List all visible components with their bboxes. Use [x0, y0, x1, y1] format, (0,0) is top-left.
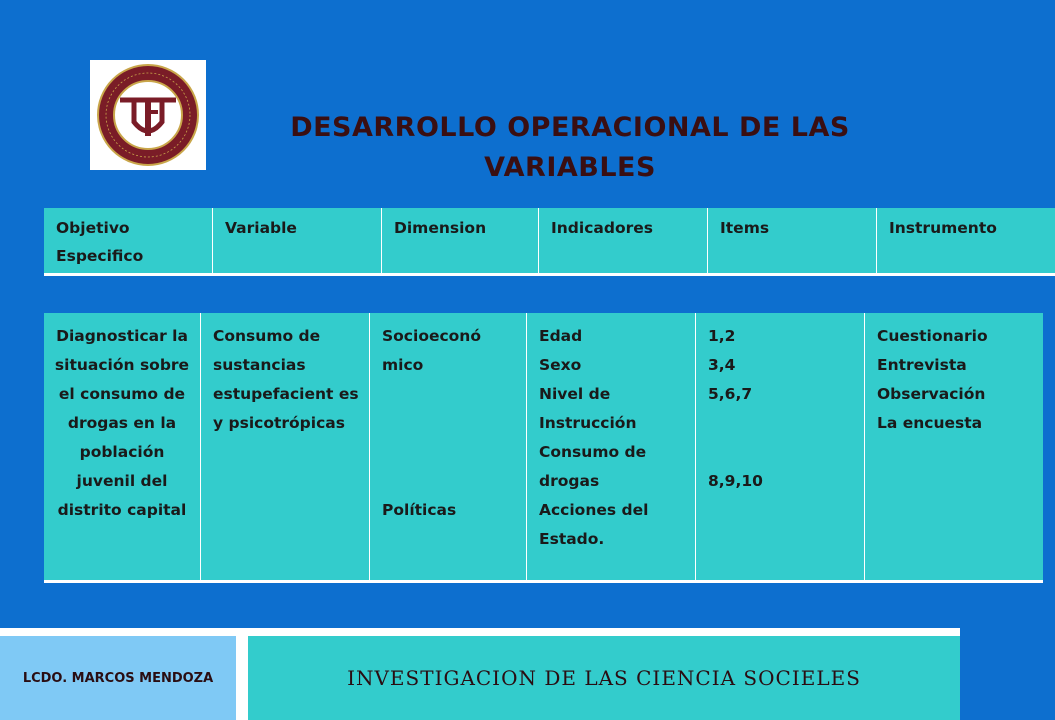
header-items: Items: [708, 208, 877, 275]
header-indicadores: Indicadores: [539, 208, 708, 275]
header-dimension: Dimension: [382, 208, 539, 275]
item-4: 8,9,10: [708, 472, 763, 490]
cell-indicadores: [527, 313, 696, 582]
cell-dimension: [370, 313, 527, 582]
dimension-gap: [382, 380, 518, 496]
university-logo: [90, 60, 206, 170]
logo-seal-icon: [90, 60, 206, 170]
instrumento-4: La encuesta: [877, 414, 983, 432]
indicador-3: Nivel de Instrucción: [539, 385, 637, 432]
dimension-1: Socioeconó mico: [382, 327, 481, 374]
header-table: [44, 208, 1055, 276]
header-objetivo: Objetivo Especifico: [44, 208, 213, 275]
indicador-5: Acciones del Estado.: [539, 501, 649, 548]
cell-objetivo: Diagnosticar la situación sobre el consumo de drogas en la población juvenil del distrito capital: [44, 313, 201, 582]
indicador-4: Consumo de drogas: [539, 443, 647, 490]
item-1: 1,2: [708, 327, 736, 345]
cell-items: [696, 313, 865, 582]
item-3: 5,6,7: [708, 385, 753, 403]
header-row: [44, 208, 1055, 275]
footer-course-box: [248, 636, 960, 720]
indicador-2: Sexo: [539, 356, 582, 374]
table-row: [44, 313, 1043, 582]
slide-title: DESARROLLO OPERACIONAL DE LAS VARIABLES: [290, 112, 850, 183]
indicador-1: Edad: [539, 327, 583, 345]
header-instrumento: Instrumento: [877, 208, 1055, 275]
items-gap: [708, 409, 856, 467]
instrumento-3: Observación: [877, 385, 986, 403]
item-2: 3,4: [708, 356, 736, 374]
cell-variable: Consumo de sustancias estupefacient es y psicotrópicas: [201, 313, 370, 582]
instrumento-2: Entrevista: [877, 356, 967, 374]
dimension-2: Políticas: [382, 501, 457, 519]
footer-course: INVESTIGACION DE LAS CIENCIA SOCIELES: [347, 666, 861, 690]
content-table: [44, 313, 1043, 583]
instrumento-1: Cuestionario: [877, 327, 988, 345]
header-variable: Variable: [213, 208, 382, 275]
footer-author-box: [0, 636, 236, 720]
cell-instrumento: [865, 313, 1044, 582]
footer-author: LCDO. MARCOS MENDOZA: [22, 670, 214, 686]
